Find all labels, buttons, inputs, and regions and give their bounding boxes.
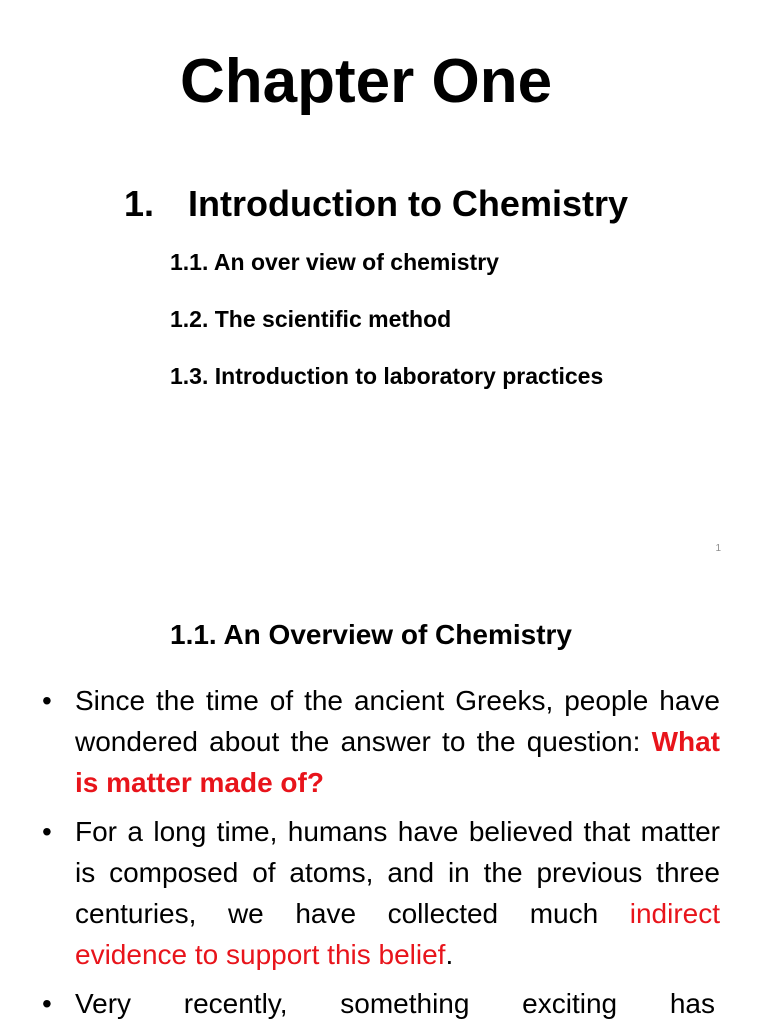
bullet-item (40, 680, 720, 803)
bullet-icon: • (42, 816, 52, 847)
section-number: 1. (124, 183, 155, 224)
page-number: 1 (715, 543, 721, 554)
bullet-highlight: What is matter made of? (75, 726, 720, 798)
section-title: Introduction to Chemistry (188, 183, 628, 224)
bullet-text: For a long time, humans have believed that matter is composed of atoms, and in the previous three centuries, we have collected much (75, 816, 720, 929)
chapter-title: Chapter One (180, 47, 553, 116)
bullet-list (40, 680, 720, 1024)
subitem-laboratory-practices: 1.3. Introduction to laboratory practices (170, 363, 604, 389)
bullet-icon: • (42, 988, 52, 1019)
subitem-scientific-method: 1.2. The scientific method (170, 306, 452, 332)
bullet-highlight: indirect evidence to support this belief (75, 898, 720, 970)
bullet-tail: . (445, 939, 454, 970)
slide-overview (0, 576, 768, 1024)
bullet-text: Since the time of the ancient Greeks, people have wondered about the answer to the question: (75, 685, 720, 757)
overview-title: 1.1. An Overview of Chemistry (170, 619, 572, 650)
subitem-overview: 1.1. An over view of chemistry (170, 249, 499, 275)
bullet-item (40, 983, 720, 1024)
bullet-icon: • (42, 685, 52, 716)
bullet-item (40, 811, 720, 975)
bullet-text: Very recently, something exciting has (75, 988, 715, 1019)
section-heading (124, 182, 628, 225)
